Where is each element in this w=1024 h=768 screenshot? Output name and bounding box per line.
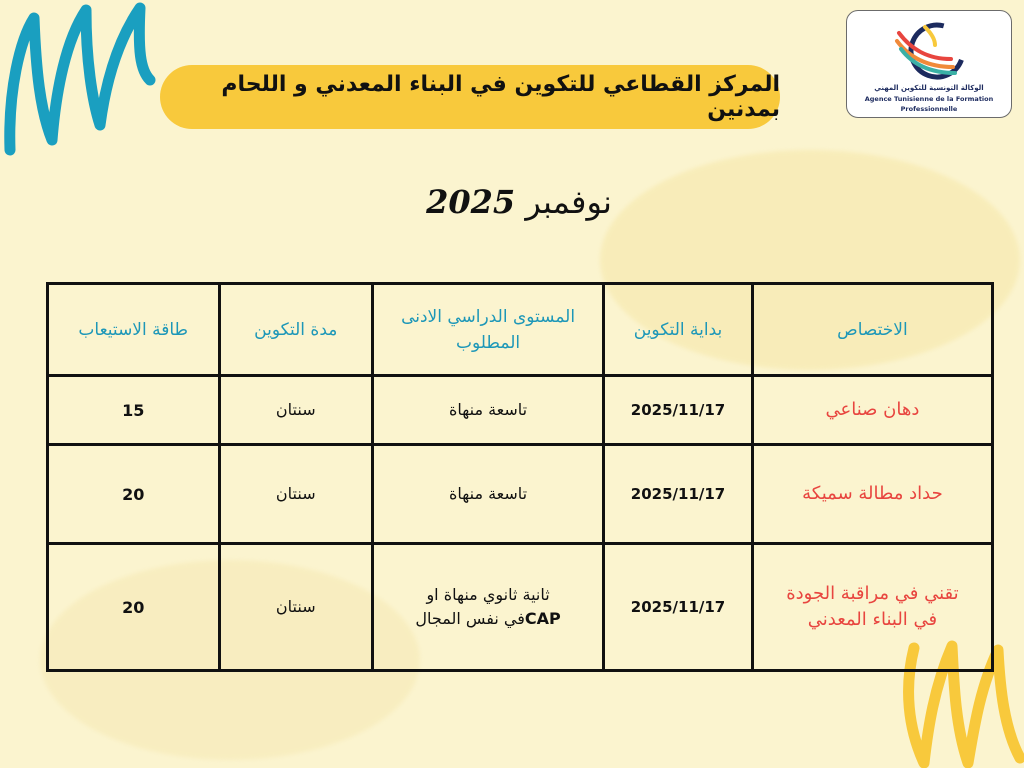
- cell-duration: سنتان: [219, 376, 373, 445]
- training-table: [46, 282, 994, 672]
- cell-min-level-line2: [382, 607, 594, 631]
- column-header-specialty: الاختصاص: [752, 284, 992, 376]
- cell-min-level: [373, 544, 604, 671]
- logo-french-line2: Professionnelle: [900, 105, 958, 113]
- table-row: [48, 376, 993, 445]
- logo-arabic-text: الوكالة التونسية للتكوين المهني: [874, 84, 984, 92]
- table-row: [48, 445, 993, 544]
- column-header-duration: مدة التكوين: [219, 284, 373, 376]
- logo-french-line1: Agence Tunisienne de la Formation: [864, 95, 994, 103]
- cell-min-level: تاسعة منهاة: [373, 376, 604, 445]
- blue-brush-decoration: [0, 0, 170, 170]
- cell-duration: سنتان: [219, 544, 373, 671]
- cell-specialty: حداد مطالة سميكة: [752, 445, 992, 544]
- cell-specialty: [752, 544, 992, 671]
- date-month: نوفمبر: [525, 183, 612, 221]
- column-header-start-date: بداية التكوين: [604, 284, 753, 376]
- cell-specialty-line2: في البناء المعدني: [807, 609, 938, 630]
- column-header-capacity: طاقة الاستيعاب: [48, 284, 220, 376]
- column-header-min-level: المستوى الدراسي الادنى المطلوب: [373, 284, 604, 376]
- cell-start-date: 2025/11/17: [604, 376, 753, 445]
- cell-specialty-line1: تقني في مراقبة الجودة: [786, 583, 959, 604]
- cell-min-level-line2-rest: في نفس المجال: [415, 609, 525, 628]
- date-heading: [0, 178, 1024, 226]
- cell-min-level-line1: ثانية ثانوي منهاة او: [426, 585, 550, 604]
- table-header-row: [48, 284, 993, 376]
- cell-specialty: دهان صناعي: [752, 376, 992, 445]
- cell-capacity: 15: [48, 376, 220, 445]
- cell-min-level: تاسعة منهاة: [373, 445, 604, 544]
- cell-start-date: 2025/11/17: [604, 544, 753, 671]
- date-year: 2025: [426, 183, 516, 221]
- cell-start-date: 2025/11/17: [604, 445, 753, 544]
- agency-logo-mark-icon: [881, 19, 979, 83]
- agency-logo: [846, 10, 1012, 118]
- cell-capacity: 20: [48, 544, 220, 671]
- table-row: [48, 544, 993, 671]
- cell-capacity: 20: [48, 445, 220, 544]
- cell-duration: سنتان: [219, 445, 373, 544]
- page-title: المركز القطاعي للتكوين في البناء المعدني و اللحام بمدنين: [160, 65, 780, 129]
- cap-label: CAP: [524, 609, 561, 628]
